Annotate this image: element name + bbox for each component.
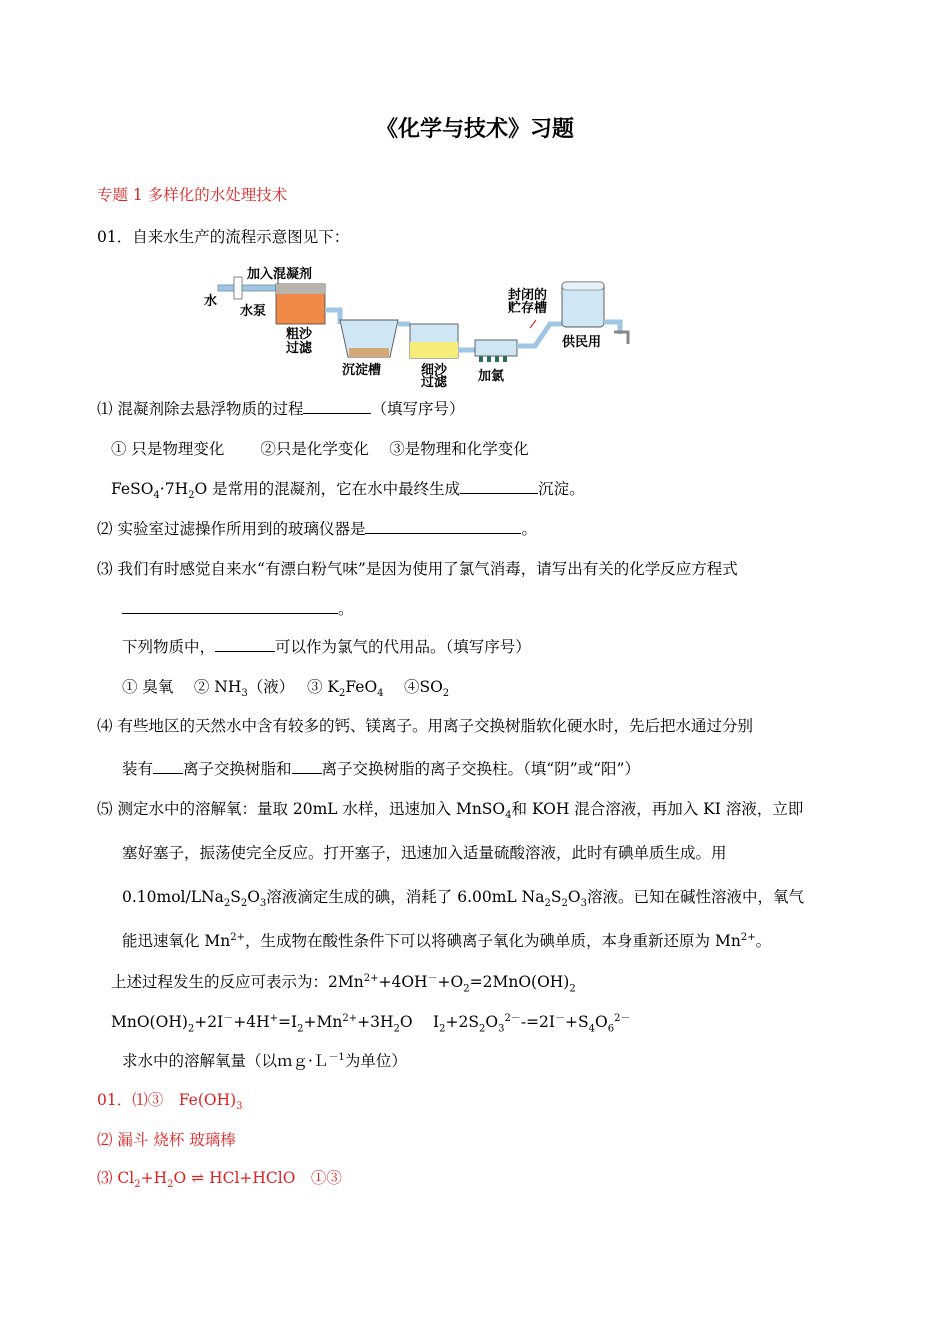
answer-1: 01．⑴③ $Fe(OH)_3$ — [97, 1091, 243, 1113]
question-5-ask: 求水中的溶解氧量（以ｍｇ·Ｌ$^{-1}$为单位） — [122, 1052, 407, 1071]
label-sedimentation: 沉淀槽 — [342, 363, 382, 378]
label-closed: 封闭的 — [508, 288, 548, 303]
answer-blank[interactable] — [153, 759, 183, 774]
label-filter-1: 过滤 — [286, 341, 313, 356]
question-5-line-3: $0.10mol/LNa_2S_2O_3$溶液滴定生成的碘，消耗了 6.00mL $Na_2S_2O_3$溶液。已知在碱性溶液中，氧气 — [122, 888, 804, 910]
storage-tank-lid — [562, 282, 604, 290]
question-5-equation-2: $MnO(OH)_2+2I^-+4H^+=I_2+Mn^{2+}+3H_2O$ $I_2+2S_2O_3^{2-}-=2I^-+S_4O_6^{2-}$ — [111, 1013, 631, 1035]
label-supply: 供民用 — [562, 335, 602, 350]
chlorine-unit — [475, 340, 517, 356]
question-4: ⑷ 有些地区的天然水中含有较多的钙、镁离子。用离子交换树脂软化硬水时，先后把水通过分别 — [97, 717, 753, 735]
question-3: ⑶ 我们有时感觉自来水“有漂白粉气味”是因为使用了氯气消毒，请写出有关的化学反应方程式 — [97, 560, 738, 578]
pipe-to-sedimentation — [325, 310, 340, 324]
pipe-to-storage — [517, 324, 562, 346]
inlet-pipe — [218, 285, 276, 291]
question-5-line-1: ⑸ 测定水中的溶解氧：量取 20mL 水样，迅速加入 MnSO$_4$和 KOH 混合溶液，再加入 KI 溶液，立即 — [97, 800, 804, 822]
answer-blank[interactable] — [122, 599, 338, 614]
pump-body — [234, 277, 242, 299]
chlorine-dosers — [479, 356, 507, 362]
question-3-options: ① 臭氧 ② $NH_3$（液） ③ $K_2FeO_4$ $④SO_2$ — [122, 678, 450, 700]
flow-arrow-icon — [530, 320, 536, 328]
question-01-intro: 01．自来水生产的流程示意图见下： — [97, 228, 350, 246]
page-title: 《化学与技术》习题 — [375, 117, 574, 142]
answer-blank[interactable] — [365, 519, 521, 534]
answer-blank[interactable] — [215, 637, 275, 652]
question-5-line-4: 能迅速氧化 $Mn^{2+}$，生成物在酸性条件下可以将碘离子氧化为碘单质，本身重新还原为 $Mn^{2+}$。 — [122, 931, 772, 950]
section-heading: 专题 1 多样化的水处理技术 — [97, 186, 288, 204]
question-1: ⑴ 混凝剂除去悬浮物质的过程 （填写序号） — [97, 400, 465, 418]
question-4-line-2: 装有 离子交换树脂和 离子交换树脂的离子交换柱。（填“阴”或“阳”） — [122, 760, 640, 778]
sediment-layer — [349, 348, 389, 357]
label-chlorine: 加氯 — [478, 369, 505, 384]
label-pump: 水泵 — [240, 304, 267, 319]
question-5-line-2: 塞好塞子，振荡使完全反应。打开塞子，迅速加入适量硫酸溶液，此时有碘单质生成。用 — [122, 844, 727, 862]
question-3-equation-blank: 。 — [122, 597, 354, 619]
coarse-sand-tank-top — [276, 284, 325, 294]
question-5-equation-1: 上述过程发生的反应可表示为：$2Mn^{2+}+4OH^-+O_2=2MnO(OH)_2$ — [111, 973, 576, 995]
fine-sand-layer — [410, 342, 458, 358]
question-2: ⑵ 实验室过滤操作所用到的玻璃仪器是 。 — [97, 520, 537, 538]
label-add-coagulant: 加入混凝剂 — [247, 267, 313, 282]
answer-2: ⑵ 漏斗 烧杯 玻璃棒 — [97, 1131, 236, 1149]
answer-blank[interactable] — [303, 399, 371, 414]
label-fine-sand: 细沙 — [421, 363, 448, 378]
label-filter-2: 过滤 — [421, 375, 448, 390]
label-coarse-sand: 粗沙 — [286, 327, 313, 342]
question-3-substitute: 下列物质中， 可以作为氯气的代用品。（填写序号） — [122, 638, 531, 656]
question-1-options: ① 只是物理变化 ②只是化学变化 ③是物理和化学变化 — [111, 440, 529, 458]
label-water: 水 — [204, 294, 218, 309]
answer-blank[interactable] — [460, 479, 538, 494]
label-storage: 贮存槽 — [508, 301, 548, 316]
answer-blank[interactable] — [292, 759, 322, 774]
answer-3: ⑶ $Cl_2+H_2O$ ⇌ HCl+HClO ①③ — [97, 1169, 342, 1191]
question-1-fe: $FeSO_4\cdot 7H_2O$ 是常用的混凝剂，它在水中最终生成 沉淀。 — [111, 480, 585, 502]
